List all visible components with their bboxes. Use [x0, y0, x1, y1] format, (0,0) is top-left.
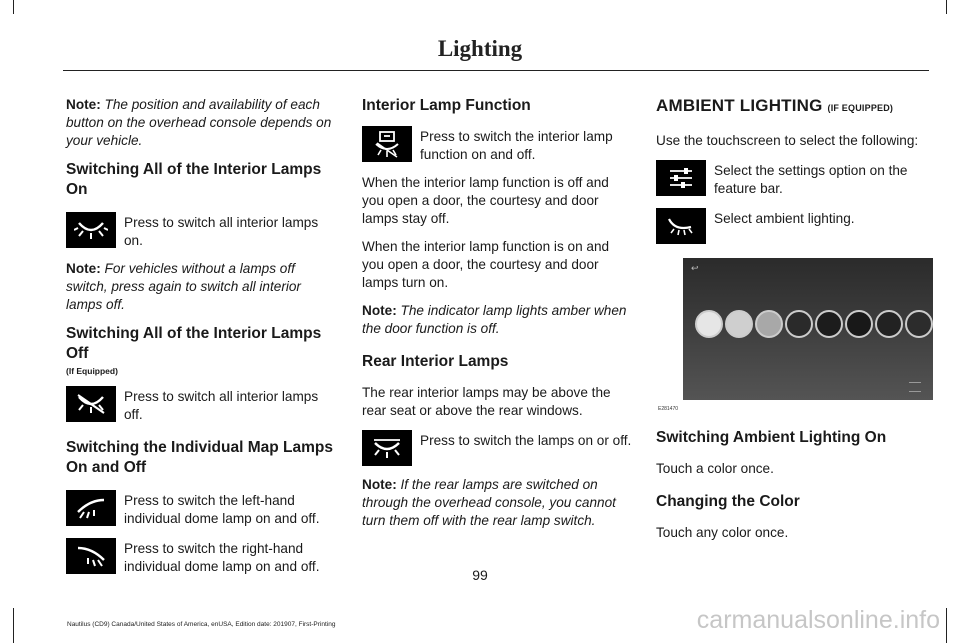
column-1: [66, 96, 336, 586]
color-swatch-6: [845, 310, 873, 338]
lamp-function-row: [362, 126, 634, 164]
ambient-color-screen-image: [683, 258, 933, 400]
heading-all-lamps-off: Switching All of the Interior Lamps Off: [66, 325, 322, 362]
color-swatch-8: [905, 310, 933, 338]
left-map-lamp-text: Press to switch the left-hand individual dome lamp on and off.: [124, 493, 320, 526]
settings-sliders-icon: [656, 160, 706, 196]
color-swatch-1: [695, 310, 723, 338]
all-lamps-on-row: [66, 212, 336, 250]
color-swatch-5: [815, 310, 843, 338]
ambient-lighting-icon: [656, 208, 706, 244]
function-off-paragraph: When the interior lamp function is off and you open a door, the courtesy and door lamps stay off.: [362, 175, 609, 226]
settings-text: Select the settings option on the feature bar.: [714, 163, 908, 196]
interior-lamps-on-icon: [66, 212, 116, 248]
function-on-paragraph: When the interior lamp function is on and you open a door, the courtesy and door lamps turn on.: [362, 239, 610, 290]
all-lamps-on-text: Press to switch all interior lamps on.: [124, 215, 319, 248]
color-swatch-7: [875, 310, 903, 338]
heading-all-lamps-on: Switching All of the Interior Lamps On: [66, 161, 322, 198]
corner-mark-tl-v: [13, 0, 14, 14]
back-arrow-icon: ↩: [691, 263, 699, 273]
corner-mark-tr-v: [946, 0, 947, 14]
rear-lamps-row: [362, 430, 634, 466]
rear-lamps-icon: [362, 430, 412, 466]
page-number: 99: [472, 567, 488, 583]
ambient-intro: Use the touchscreen to select the following:: [656, 133, 919, 148]
image-reference: E281470: [658, 406, 679, 412]
ambient-row: [656, 208, 928, 244]
rear-lamps-text: Press to switch the lamps on or off.: [420, 433, 632, 448]
note-rear-lamps: Note: If the rear lamps are switched on through the overhead console, you cannot turn them off with the rear lamp switch.: [362, 477, 616, 528]
switch-ambient-text: Touch a color once.: [656, 461, 774, 476]
corner-mark-br-v: [946, 608, 947, 643]
rear-lamps-paragraph: The rear interior lamps may be above the rear seat or above the rear windows.: [362, 385, 611, 418]
corner-mark-bl-v: [13, 608, 14, 643]
color-swatch-2: [725, 310, 753, 338]
color-swatch-4: [785, 310, 813, 338]
page-title: Lighting: [437, 36, 523, 61]
all-lamps-off-text: Press to switch all interior lamps off.: [124, 389, 319, 422]
heading-changing-color: Changing the Color: [656, 493, 800, 510]
note-lamps-off-switch: Note: For vehicles without a lamps off switch, press again to switch all interior lamps off.: [66, 261, 301, 312]
heading-interior-lamp-function: Interior Lamp Function: [362, 97, 531, 114]
menu-icon: [909, 382, 921, 392]
if-equipped-label: (If Equipped): [66, 366, 118, 376]
column-3: [656, 96, 928, 552]
all-lamps-off-row: [66, 386, 336, 424]
note-overhead-console: Note: The position and availability of each button on the overhead console depends on your vehicle.: [66, 97, 332, 148]
left-map-lamp-row: [66, 490, 336, 528]
watermark: carmanualsonline.info: [696, 606, 940, 634]
heading-map-lamps: Switching the Individual Map Lamps On and Off: [66, 439, 333, 476]
heading-ambient-lighting: AMBIENT LIGHTING (IF EQUIPPED): [656, 96, 894, 115]
lamp-function-text: Press to switch the interior lamp function on and off.: [420, 129, 613, 162]
left-map-lamp-icon: [66, 490, 116, 526]
header-divider: [63, 70, 929, 71]
color-swatch-3: [755, 310, 783, 338]
change-color-text: Touch any color once.: [656, 525, 789, 540]
color-swatch-row: [695, 310, 933, 338]
interior-lamps-off-icon: [66, 386, 116, 422]
note-indicator-lamp: Note: The indicator lamp lights amber when the door function is off.: [362, 303, 627, 336]
ambient-text: Select ambient lighting.: [714, 211, 855, 226]
right-map-lamp-text: Press to switch the right-hand individual dome lamp on and off.: [124, 541, 320, 574]
heading-rear-interior-lamps: Rear Interior Lamps: [362, 353, 509, 370]
heading-switch-ambient-on: Switching Ambient Lighting On: [656, 429, 887, 446]
door-lamp-function-icon: [362, 126, 412, 162]
edition-footer: Nautilus (CD9) Canada/United States of America, enUSA, Edition date: 201907, First-Printing: [67, 621, 336, 628]
column-2: [362, 96, 634, 540]
settings-row: [656, 160, 928, 198]
